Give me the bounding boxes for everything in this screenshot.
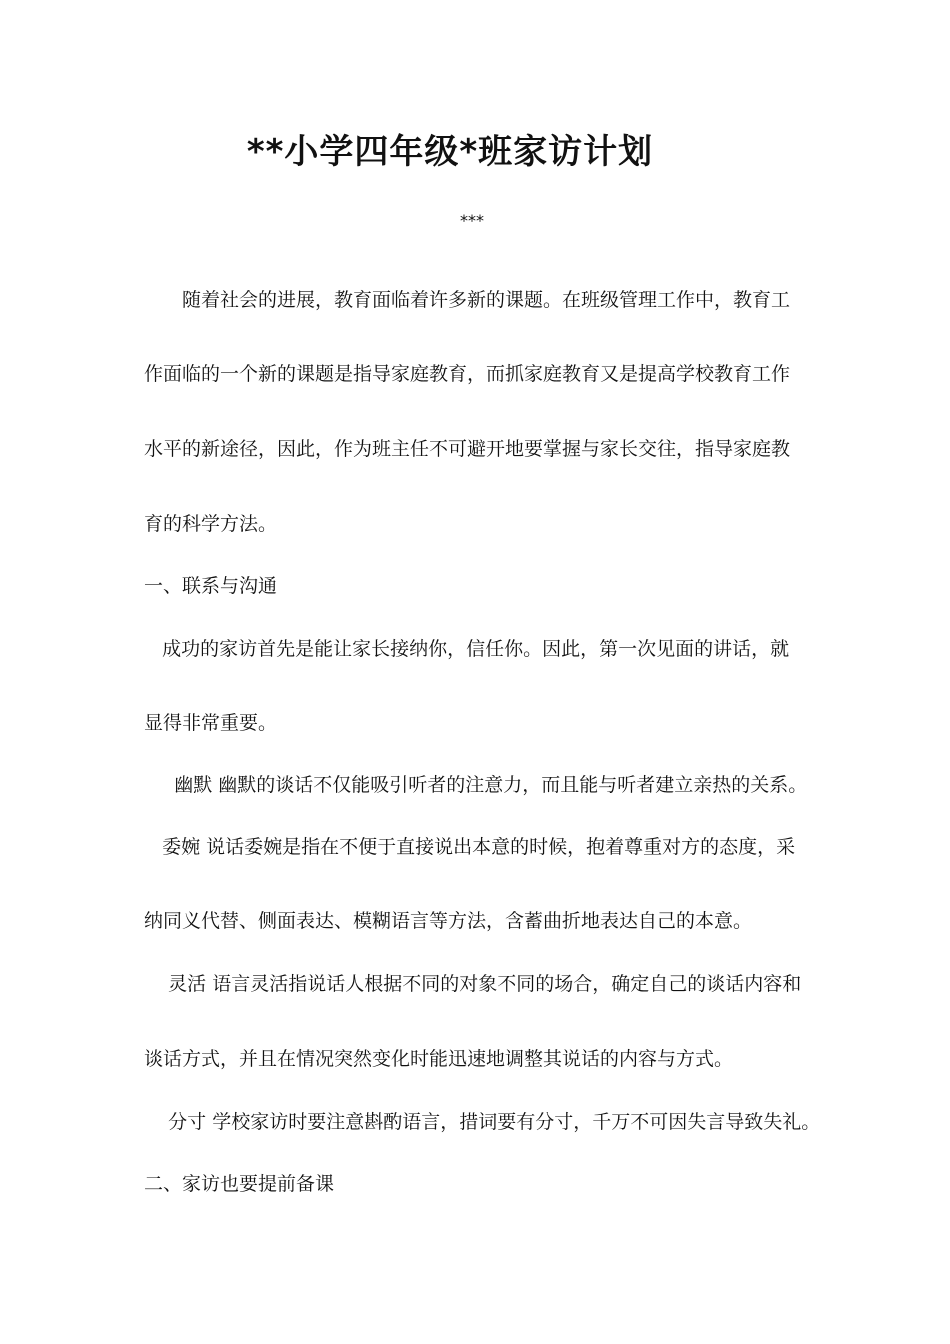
paragraph-line: 幽默 幽默的谈话不仅能吸引听者的注意力，而且能与听者建立亲热的关系。: [144, 774, 808, 796]
paragraph-line: 水平的新途径，因此，作为班主任不可避开地要掌握与家长交往，指导家庭教: [144, 438, 791, 460]
paragraph-line: 谈话方式，并且在情况突然变化时能迅速地调整其说话的内容与方式。: [144, 1048, 734, 1070]
paragraph-line: 育的科学方法。: [144, 513, 278, 535]
paragraph-line: 纳同义代替、侧面表达、模糊语言等方法，含蓄曲折地表达自己的本意。: [144, 910, 753, 932]
section-heading: 一、联系与沟通: [144, 575, 278, 597]
paragraph-line: 分寸 学校家访时要注意斟酌语言，措词要有分寸，千万不可因失言导致失礼。: [144, 1111, 821, 1133]
section-heading: 二、家访也要提前备课: [144, 1173, 335, 1195]
paragraph-line: 灵活 语言灵活指说话人根据不同的对象不同的场合，确定自己的谈话内容和: [144, 973, 802, 995]
paragraph-line: 随着社会的进展，教育面临着许多新的课题。在班级管理工作中，教育工: [144, 289, 791, 311]
document-title: **小学四年级*班家访计划: [246, 132, 654, 172]
paragraph-line: 成功的家访首先是能让家长接纳你，信任你。因此，第一次见面的讲话，就: [144, 638, 790, 660]
document-author: ***: [460, 211, 484, 230]
paragraph-line: 作面临的一个新的课题是指导家庭教育，而抓家庭教育又是提高学校教育工作: [144, 363, 791, 385]
paragraph-line: 显得非常重要。: [144, 712, 278, 734]
paragraph-line: 委婉 说话委婉是指在不便于直接说出本意的时候，抱着尊重对方的态度，采: [144, 836, 796, 858]
